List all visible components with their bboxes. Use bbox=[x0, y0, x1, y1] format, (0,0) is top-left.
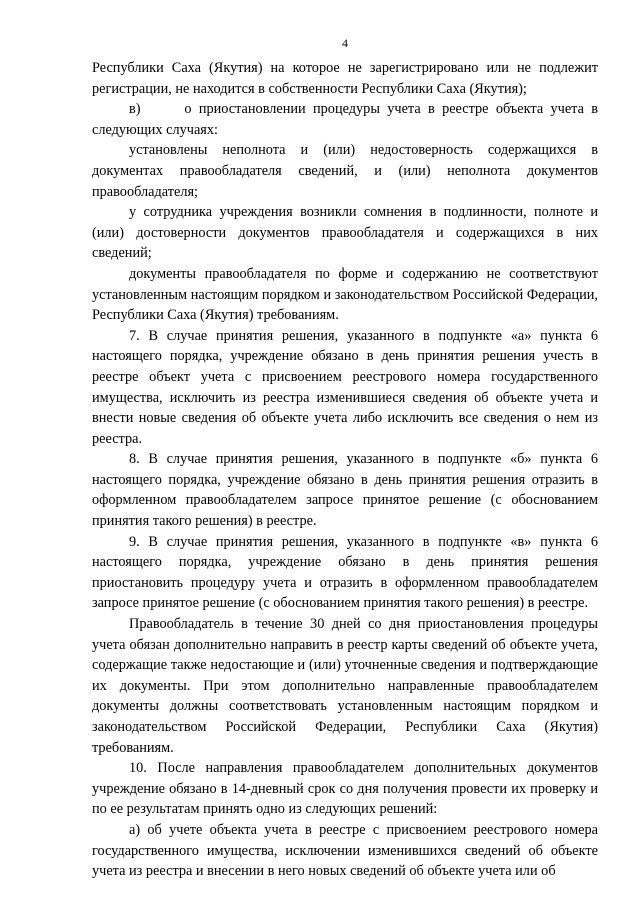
paragraph-9: Правообладатель в течение 30 дней со дня приостановления процедуры учета обязан дополнительно направить в реестр карты сведений об объекте учета, содержащие также недостающие и (или) уточненные сведения и подтверждающие их документы. При этом дополнительно направленные правообладателем документы должны соответствовать установленным настоящим порядком и законодательством Российской Федерации, Республики Саха (Якутия) требованиям. bbox=[92, 616, 598, 756]
paragraph-11: а) об учете объекта учета в реестре с присвоением реестрового номера государственного имущества, исключении изменившихся сведений об объекте учета из реестра и внесении в него новых сведений об объекте учета или об bbox=[92, 821, 598, 880]
paragraph-1: Республики Саха (Якутия) на которое не зарегистрировано или не подлежит регистрации, не находится в собственности Республики Саха (Якутия); bbox=[92, 60, 598, 97]
paragraph-2: в) о приостановлении процедуры учета в реестре объекта учета в следующих случаях: bbox=[92, 101, 598, 138]
paragraph-10: 10. После направления правообладателем дополнительных документов учреждение обязано в 14-дневный срок со дня получения провести их проверку и по ее результатам принять одно из следующих решений: bbox=[92, 760, 598, 818]
paragraph-6: 7. В случае принятия решения, указанного в подпункте «а» пункта 6 настоящего порядка, учреждение обязано в день принятия решения учесть в реестре объект учета с присвоением реестрового номера государственного имущества, исключить из реестра изменившиеся сведения об объекте учета и внести новые сведения об объекте учета либо исключить все сведения о нем из реестра. bbox=[92, 327, 598, 447]
paragraph-7: 8. В случае принятия решения, указанного в подпункте «б» пункта 6 настоящего порядка, учреждение обязано в день принятия решения отразить в оформленном правообладателем запросе принятое решение (с обоснованием принятия такого решения) в реестре. bbox=[92, 451, 598, 530]
paragraph-8: 9. В случае принятия решения, указанного в подпункте «в» пункта 6 настоящего порядка, учреждение обязано в день принятия решения приостановить процедуру учета и отразить в оформленном правообладателем запросе принятое решение (с обоснованием принятия такого решения) в реестре. bbox=[92, 533, 598, 612]
paragraph-4: у сотрудника учреждения возникли сомнения в подлинности, полноте и (или) достоверности документов правообладателя и содержащихся в них сведений; bbox=[92, 204, 598, 262]
paragraph-5: документы правообладателя по форме и содержанию не соответствуют установленным настоящим порядком и законодательством Российской Федерации, Республики Саха (Якутия) требованиям. bbox=[92, 265, 598, 324]
paragraph-3: установлены неполнота и (или) недостоверность содержащихся в документах правообладателя сведений, и (или) неполнота документов правообладателя; bbox=[92, 142, 598, 200]
page-number: 4 bbox=[342, 36, 348, 50]
